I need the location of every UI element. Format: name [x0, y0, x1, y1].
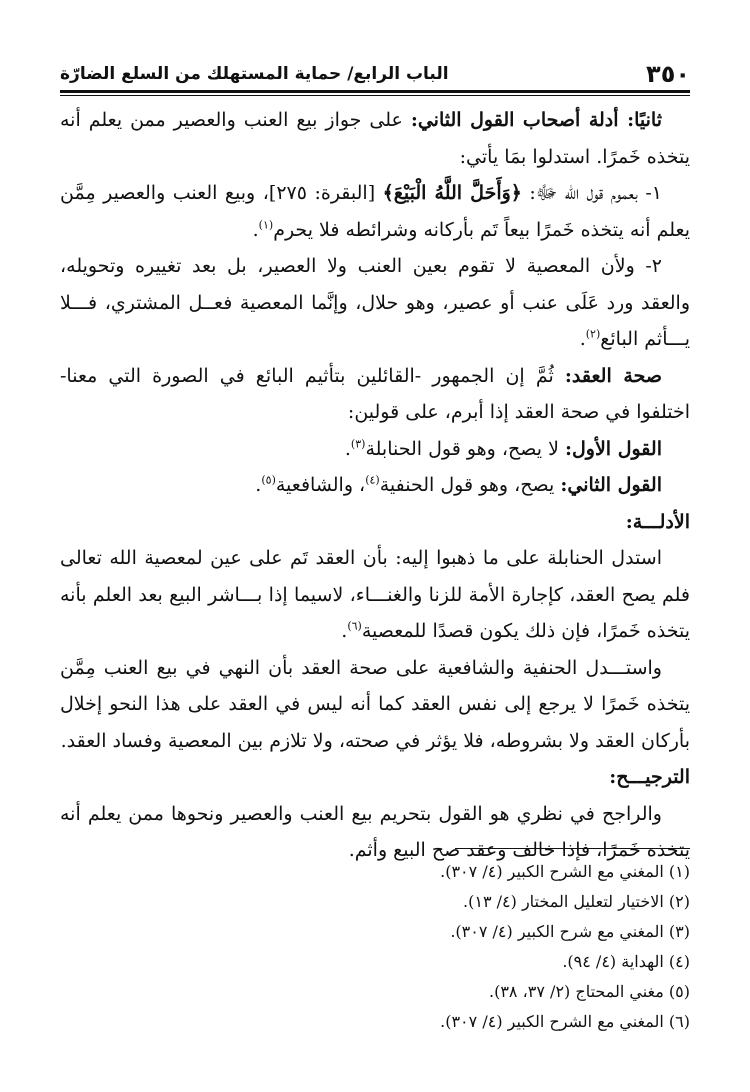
paragraph-6-lead: القول الثاني: [560, 474, 662, 496]
paragraph-1-text: على جواز بيع العنب والعصير ممن يعلم أنه يتخذه خَمرًا. استدلوا بمَا يأتي: [60, 109, 690, 168]
page-number: ٣٥٠ [646, 60, 690, 88]
paragraph-8: واستـــدل الحنفية والشافعية على صحة العقد بأن النهي في بيع العنب مِمَّن يتخذه خَمرًا لا يرجع إلى نفس العقد كما أنه ليس في العقد على هذا النحو إخلال بأركان العقد ولا بشروطه، فلا يؤثر في صحته، ولا تلازم بين المعصية وفساد العقد. [60, 656, 690, 752]
heading-preference: الترجيـــح: [609, 766, 690, 788]
footnotes [60, 848, 690, 1037]
footnote-1: (١) المغني مع الشرح الكبير (٤/ ٣٠٧). [440, 862, 690, 881]
paragraph-9: والراجح في نظري هو القول بتحريم بيع العنب والعصير ونحوها ممن يعلم أنه يتخذه خَمرًا، فإذا خالف وعقد صح البيع وأثم. [60, 802, 690, 861]
paragraph-1 [60, 102, 690, 175]
heading-evidence: الأدلـــة: [625, 510, 690, 533]
paragraph-6-text-a: يصح، وهو قول الحنفية [379, 474, 561, 496]
paragraph-3: ٢- ولأن المعصية لا تقوم بعين العنب ولا العصير، بل بعد تغييره وتحويله، والعقد ورد عَلَى عنب أو عصير، وهو حلال، وإنَّما المعصية فعــل المشتري، فـــلا يـــأثم البائع$^{(٢)}$. [60, 255, 690, 350]
header-rule-thin [60, 95, 690, 96]
footnote-5: (٥) مغني المحتاج (٢/ ٣٧، ٣٨). [489, 982, 690, 1001]
footnote-ref-4: (٤) [365, 473, 380, 487]
paragraph-2-text: [البقرة: ٢٧٥]، وبيع العنب والعصير مِمَّن يعلم أنه يتخذه خَمرًا بيعاً تَم بأركانه وشرائطه فلا يحرم [60, 182, 690, 241]
footnote-3: (٣) المغني مع شرح الكبير (٤/ ٣٠٧). [450, 922, 690, 941]
page [60, 48, 690, 869]
paragraph-4-lead: صحة العقد: [564, 364, 663, 387]
footnote-ref-2: (٢) [585, 327, 601, 341]
running-title: الباب الرابع/ حماية المستهلك من السلع الضارّة [60, 64, 449, 84]
footnote-2: (٢) الاختيار لتعليل المختار (٤/ ١٣). [463, 892, 690, 911]
paragraph-6: القول الثاني: يصح، وهو قول الحنفية$^{(٤)}$، والشافعية$^{(٥)}$. [255, 473, 662, 496]
paragraph-1-lead: ثانيًا: أدلة أصحاب القول الثاني: [410, 109, 662, 131]
footnote-ref-5: (٥) [261, 473, 276, 487]
footnote-6: (٦) المغني مع الشرح الكبير (٤/ ٣٠٧). [440, 1012, 690, 1031]
footnote-4: (٤) الهداية (٤/ ٩٤). [562, 952, 690, 971]
paragraph-7: استدل الحنابلة على ما ذهبوا إليه: بأن العقد تَم على عين لمعصية الله تعالى فلم يصح العقد، كإجارة الأمة للزنا والغنـــاء، لاسيما إذا بـــاشر البيع بعد العلم بأنه يتخذه خَمرًا، فإن ذلك يكون قصدًا للمعصية$^{(٦)}$. [60, 547, 690, 642]
paragraph-6-text-b: ، والشافعية [275, 474, 366, 496]
paragraph-2: ١- بعموم قول الله ﷻ: ﴿وَأَحَلَّ اللَّهُ الْبَيْعَ﴾ [البقرة: ٢٧٥]، وبيع العنب والعصير مِمَّن يعلم أنه يتخذه خَمرًا بيعاً تَم بأركانه وشرائطه فلا يحرم$^{(١)}$. [60, 182, 690, 241]
paragraph-5-text: لا يصح، وهو قول الحنابلة [365, 437, 565, 460]
paragraph-4-text: ثُمَّ إن الجمهور -القائلين بتأثيم البائع في الصورة التي معنا- اختلفوا في صحة العقد إذا أبرم، على قولين: [60, 364, 690, 423]
footnote-list [60, 857, 690, 1037]
paragraph-4 [60, 358, 690, 431]
page-header [60, 48, 690, 86]
paragraph-3-text: ٢- ولأن المعصية لا تقوم بعين العنب ولا العصير، بل بعد تغييره وتحويله، والعقد ورد عَلَى عنب أو عصير، وهو حلال، وإنَّما المعصية فعــل المشتري، فـــلا يـــأثم البائع [60, 255, 690, 350]
paragraph-5-lead: القول الأول: [564, 437, 662, 460]
paragraph-5: القول الأول: لا يصح، وهو قول الحنابلة$^{(٣)}$. [344, 437, 662, 460]
footnote-ref-6: (٦) [347, 619, 362, 633]
footnote-separator [455, 848, 690, 849]
footnote-ref-1: (١) [258, 218, 274, 232]
footnote-ref-3: (٣) [350, 437, 366, 451]
paragraph-7-text: استدل الحنابلة على ما ذهبوا إليه: بأن العقد تَم على عين لمعصية الله تعالى فلم يصح العقد، كإجارة الأمة للزنا والغنـــاء، لاسيما إذا بـــاشر البيع بعد العلم بأنه يتخذه خَمرًا، فإن ذلك يكون قصدًا للمعصية [60, 547, 690, 642]
body-text [60, 102, 690, 869]
quran-verse: ﴿وَأَحَلَّ اللَّهُ الْبَيْعَ﴾ [382, 182, 522, 204]
header-rule-thick [60, 90, 690, 93]
paragraph-2-start: ١- بعموم قول الله ﷻ: [521, 182, 662, 204]
